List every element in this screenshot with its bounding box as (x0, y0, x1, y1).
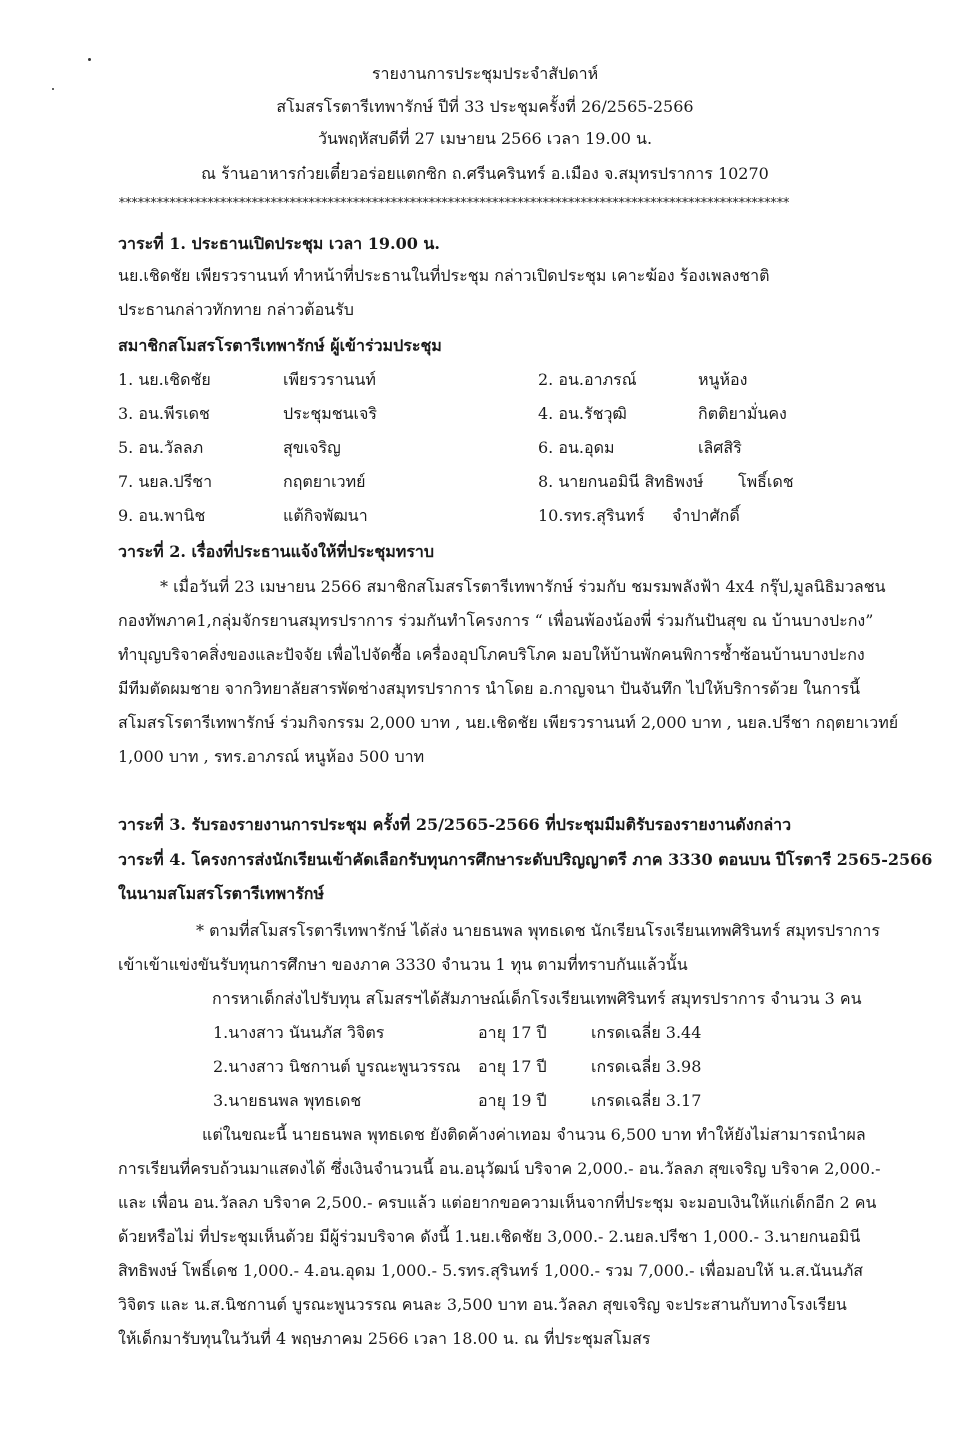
agenda-4-para-line: วิจิตร และ น.ส.นิชกานต์ บูรณะพูนวรรณ คนละ 3,500 บาท อน.วัลลภ สุขเจริญ จะประสานกับทางโรงเรียน (118, 1295, 847, 1314)
student-name: 2.นางสาว นิชกานต์ บูรณะพูนวรรณ (213, 1057, 461, 1076)
attendee-first-name: 7. นยล.ปรีชา (118, 472, 213, 491)
attendee-last-name: จำปาศักดิ์ (672, 506, 740, 525)
scan-speck (52, 88, 54, 90)
student-age: อายุ 17 ปี (478, 1023, 547, 1042)
attendee-first-name: 5. อน.วัลลภ (118, 438, 204, 457)
agenda-1-line-1: นย.เชิดชัย เพียรวรานนท์ ทำหน้าที่ประธานในที่ประชุม กล่าวเปิดประชุม เคาะฆ้อง ร้องเพลงชาติ (118, 266, 770, 285)
asterisk-divider: ********************************************************************************************************** (118, 196, 789, 211)
attendee-first-name: 10.รทร.สุรินทร์ (538, 506, 645, 525)
attendee-last-name: กฤตยาเวทย์ (283, 472, 366, 491)
attendee-first-name: 2. อน.อาภรณ์ (538, 370, 637, 389)
attendee-last-name: เลิศสิริ (698, 438, 742, 457)
agenda-2-para-line: * เมื่อวันที่ 23 เมษายน 2566 สมาชิกสโมสรโรตารีเทพารักษ์ ร่วมกับ ชมรมพลังฟ้า 4x4 กรุ๊ป,มูลนิธิมวลชน (160, 577, 886, 596)
attendee-first-name: 9. อน.พานิช (118, 506, 206, 525)
report-title: รายงานการประชุมประจำสัปดาห์ (371, 64, 599, 83)
student-gpa: เกรดเฉลี่ย 3.44 (591, 1023, 702, 1042)
agenda-2-para-line: มีทีมตัดผมชาย จากวิทยาลัยสารพัดช่างสมุทรปราการ นำโดย อ.กาญจนา ปันจันทึก ไปให้บริการด้วย ในการนี้ (118, 679, 861, 698)
agenda-2-para-line: 1,000 บาท , รทร.อาภรณ์ หนูห้อง 500 บาท (118, 747, 425, 766)
agenda-2-heading: วาระที่ 2. เรื่องที่ประธานแจ้งให้ที่ประชุมทราบ (118, 542, 435, 561)
attendee-first-name: 4. อน.รัชวุฒิ (538, 404, 627, 423)
agenda-4-para-line: * ตามที่สโมสรโรตารีเทพารักษ์ ได้ส่ง นายธนพล พุทธเดช นักเรียนโรงเรียนเทพศิรินทร์ สมุทรปราการ (196, 921, 880, 940)
attendee-last-name: โพธิ์เดช (738, 472, 794, 491)
agenda-4-para-line: และ เพื่อน อน.วัลลภ บริจาค 2,500.- ครบแล้ว แต่อยากขอความเห็นจากที่ประชุม จะมอบเงินให้แก่เด็กอีก 2 คน (118, 1193, 877, 1212)
agenda-1-heading: วาระที่ 1. ประธานเปิดประชุม เวลา 19.00 น. (118, 234, 440, 253)
agenda-4-para-line: ด้วยหรือไม่ ที่ประชุมเห็นด้วย มีผู้ร่วมบริจาค ดังนี้ 1.นย.เชิดชัย 3,000.- 2.นยล.ปรีชา 1,000.- 3.นายกนอมินี (118, 1227, 861, 1246)
agenda-4-para-line: เข้าเข้าแข่งขันรับทุนการศึกษา ของภาค 3330 จำนวน 1 ทุน ตามที่ทราบกันแล้วนั้น (118, 955, 688, 974)
student-age: อายุ 19 ปี (478, 1091, 547, 1110)
meeting-venue: ณ ร้านอาหารก๋วยเตี๋ยวอร่อยแตกซิก ถ.ศรีนครินทร์ อ.เมือง จ.สมุทรปราการ 10270 (201, 164, 769, 183)
student-gpa: เกรดเฉลี่ย 3.98 (591, 1057, 702, 1076)
attendee-first-name: 6. อน.อุดม (538, 438, 615, 457)
student-age: อายุ 17 ปี (478, 1057, 547, 1076)
agenda-2-para-line: สโมสรโรตารีเทพารักษ์ ร่วมกิจกรรม 2,000 บาท , นย.เชิดชัย เพียรวรานนท์ 2,000 บาท , นยล.ปรีชา กฤตยาเวทย์ (118, 713, 899, 732)
attendee-last-name: ประชุมชนเจริ (283, 404, 377, 423)
attendee-last-name: แต้กิจพัฒนา (283, 506, 368, 525)
agenda-4-para-line: การเรียนที่ครบถ้วนมาแสดงได้ ซึ่งเงินจำนวนนี้ อน.อนุวัฒน์ บริจาค 2,000.- อน.วัลลภ สุขเจริญ บริจาค 2,000.- (118, 1159, 881, 1178)
meeting-date: วันพฤหัสบดีที่ 27 เมษายน 2566 เวลา 19.00 น. (317, 129, 653, 148)
attendee-last-name: เพียรวรานนท์ (283, 370, 376, 389)
attendee-first-name: 3. อน.พีรเดช (118, 404, 210, 423)
agenda-2-para-line: กองทัพภาค1,กลุ่มจักรยานสมุทรปราการ ร่วมกันทำโครงการ “ เพื่อนพ้องน้องพี่ ร่วมกันปันสุข ณ บ้านบางปะกง” (118, 611, 874, 630)
agenda-4-para-line: ให้เด็กมารับทุนในวันที่ 4 พฤษภาคม 2566 เวลา 18.00 น. ณ ที่ประชุมสโมสร (118, 1329, 651, 1348)
attendee-first-name: 1. นย.เชิดชัย (118, 370, 211, 389)
club-meeting-line: สโมสรโรตารีเทพารักษ์ ปีที่ 33 ประชุมครั้งที่ 26/2565-2566 (276, 97, 694, 116)
agenda-2-para-line: ทำบุญบริจาคสิ่งของและปัจจัย เพื่อไปจัดซื้อ เครื่องอุปโภคบริโภค มอบให้บ้านพักคนพิการซ้ำซ้อนบ้านบางปะกง (118, 645, 865, 664)
attendee-last-name: กิตติยามั่นคง (698, 404, 787, 423)
agenda-1-line-2: ประธานกล่าวทักทาย กล่าวต้อนรับ (118, 300, 354, 319)
agenda-4-para-line: การหาเด็กส่งไปรับทุน สโมสรฯได้สัมภาษณ์เด็กโรงเรียนเทพศิรินทร์ สมุทรปราการ จำนวน 3 คน (212, 989, 862, 1008)
student-name: 3.นายธนพล พุทธเดช (213, 1091, 362, 1110)
agenda-4-heading-cont: ในนามสโมสรโรตารีเทพารักษ์ (118, 884, 325, 903)
scan-speck (88, 58, 91, 61)
agenda-3-heading: วาระที่ 3. รับรองรายงานการประชุม ครั้งที่ 25/2565-2566 ที่ประชุมมีมติรับรองรายงานดังกล่าว (118, 815, 792, 834)
agenda-4-para-line: สิทธิพงษ์ โพธิ์เดช 1,000.- 4.อน.อุดม 1,000.- 5.รทร.สุรินทร์ 1,000.- รวม 7,000.- เพื่อมอบให้ น.ส.นันนภัส (118, 1261, 864, 1280)
attendees-heading: สมาชิกสโมสรโรตารีเทพารักษ์ ผู้เข้าร่วมประชุม (118, 336, 442, 355)
student-gpa: เกรดเฉลี่ย 3.17 (591, 1091, 702, 1110)
agenda-4-heading: วาระที่ 4. โครงการส่งนักเรียนเข้าคัดเลือกรับทุนการศึกษาระดับปริญญาตรี ภาค 3330 ตอนบน ปีโรตารี 2565-2566 (118, 850, 933, 869)
attendee-last-name: สุขเจริญ (283, 438, 341, 457)
student-name: 1.นางสาว นันนภัส วิจิตร (213, 1023, 385, 1042)
attendee-last-name: หนูห้อง (698, 370, 748, 389)
attendee-first-name: 8. นายกนอมินี สิทธิพงษ์ (538, 472, 704, 491)
agenda-4-para-line: แต่ในขณะนี้ นายธนพล พุทธเดช ยังติดค้างค่าเทอม จำนวน 6,500 บาท ทำให้ยังไม่สามารถนำผล (202, 1125, 866, 1144)
